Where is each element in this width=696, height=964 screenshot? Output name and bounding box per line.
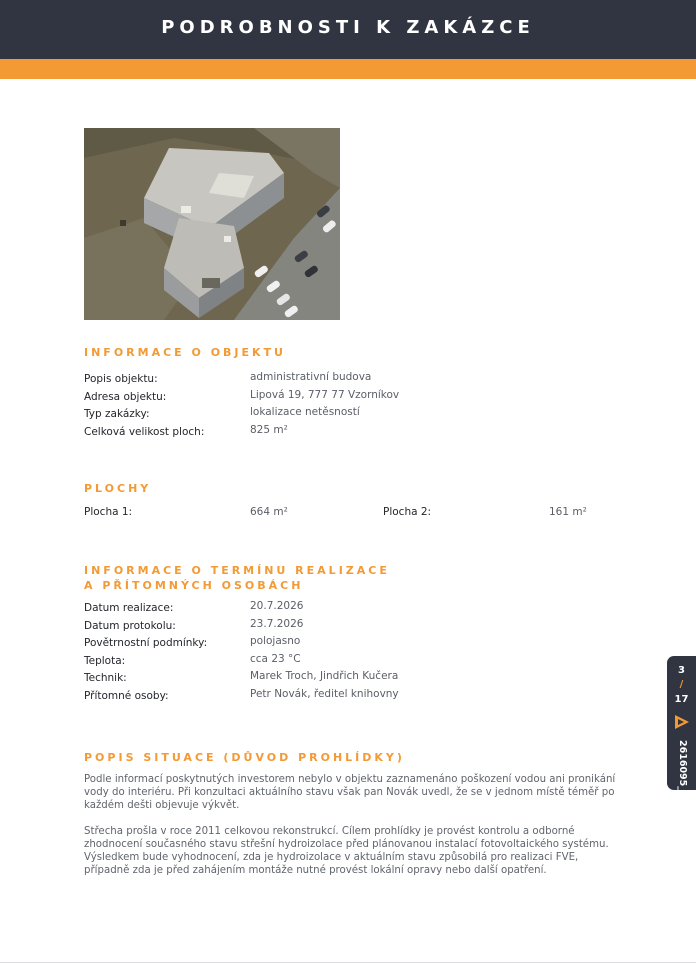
situation-paragraph-1: Podle informací poskytnutých investorem nebylo v objektu zaznamenáno poškození vodou ani pronikání vody do interiéru. Při konzultaci aktuálního stavu však pan Novák uvedl, že se v jednom místě téměř po každém dešti objevuje výkvět. (84, 774, 616, 811)
object-description-label: Popis objektu: (84, 373, 158, 385)
realization-date-label: Datum realizace: (84, 602, 174, 614)
object-info-heading: INFORMACE O OBJEKTU (84, 346, 286, 359)
object-address-label: Adresa objektu: (84, 391, 167, 403)
bottom-divider (0, 962, 696, 963)
total-area-value: 825 m² (250, 424, 288, 436)
term-info-heading (84, 563, 390, 593)
document-code-text: 2616095_002 (677, 740, 688, 811)
areas-heading: PLOCHY (84, 482, 152, 495)
area-1-label: Plocha 1: (84, 506, 133, 518)
term-info-heading-line2: A PŘÍTOMNÝCH OSOBÁCH (84, 579, 304, 592)
realization-date-value: 20.7.2026 (250, 600, 304, 612)
company-logo-icon (675, 714, 689, 728)
total-area-label: Celková velikost ploch: (84, 426, 205, 438)
protocol-date-value: 23.7.2026 (250, 618, 304, 630)
area-2-label: Plocha 2: (383, 506, 432, 518)
temperature-label: Teplota: (84, 655, 126, 667)
situation-heading: POPIS SITUACE (DŮVOD PROHLÍDKY) (84, 751, 405, 764)
area-2-value: 161 m² (549, 506, 587, 518)
order-type-value: lokalizace netěsností (250, 406, 360, 418)
header-accent-bar (0, 59, 696, 79)
page-title: PODROBNOSTI K ZAKÁZCE (161, 17, 535, 38)
technician-label: Technik: (84, 672, 127, 684)
current-page-number: 3 (678, 665, 685, 676)
page-header (0, 0, 696, 59)
page-side-tab (667, 656, 696, 811)
total-pages: 17 (674, 694, 689, 705)
present-persons-label: Přítomné osoby: (84, 690, 169, 702)
term-info-heading-line1: INFORMACE O TERMÍNU REALIZACE (84, 564, 390, 577)
technician-value: Marek Troch, Jindřich Kučera (250, 670, 399, 682)
areas-row (84, 504, 604, 521)
weather-value: polojasno (250, 635, 301, 647)
page-separator: / (679, 679, 684, 690)
object-address-value: Lipová 19, 777 77 Vzorníkov (250, 389, 400, 401)
area-1-value: 664 m² (250, 506, 288, 518)
protocol-date-label: Datum protokolu: (84, 620, 176, 632)
present-persons-value: Petr Novák, ředitel knihovny (250, 688, 399, 700)
object-description-value: administrativní budova (250, 371, 372, 383)
weather-label: Povětrnostní podmínky: (84, 637, 208, 649)
document-code (674, 740, 690, 811)
situation-paragraph-2: Střecha prošla v roce 2011 celkovou rekonstrukcí. Cílem prohlídky je provést kontrolu a odborné zhodnocení současného stavu střešní hydroizolace před plánovanou instalací fotovoltaického systému. Výsledkem bude vyhodnocení, zda je hydroizolace v aktuálním stavu způsobilá pro realizaci FVE, případně zda je před zahájením montáže nutné provést lokální opravy nebo další opatření. (84, 826, 609, 876)
temperature-value: cca 23 °C (250, 653, 301, 665)
order-type-label: Typ zakázky: (84, 408, 150, 420)
building-aerial-photo (84, 128, 340, 320)
